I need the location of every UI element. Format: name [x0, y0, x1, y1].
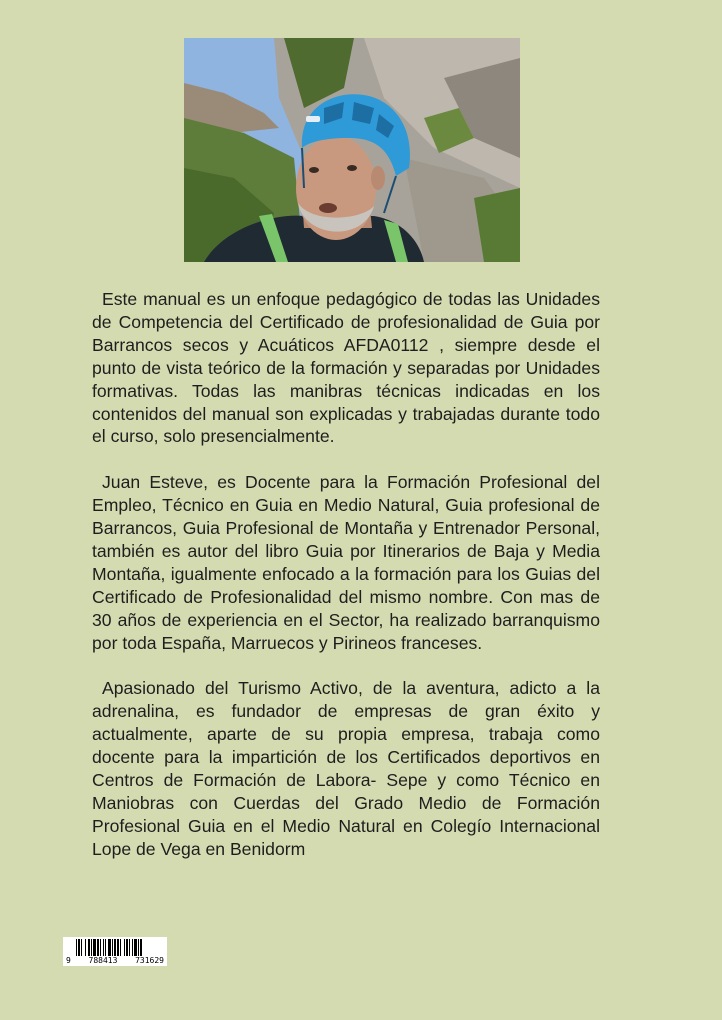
barcode-digits [66, 956, 164, 965]
paragraph-manual-description: Este manual es un enfoque pedagógico de todas las Unidades de Competencia del Certificado de profesionalidad de Guia por Barrancos secos y Acuáticos AFDA0112 , siempre desde el punto de vista teórico de la formación y separadas por Unidades formativas. Todas las manibras técnicas indicadas en los contenidos del manual son explicadas y trabajadas durante todo el curso, solo presencialmente. [92, 289, 600, 447]
barcode-left-group: 788413 [88, 956, 118, 965]
barcode-right-group: 731629 [135, 956, 164, 965]
barcode-bars [76, 939, 164, 956]
barcode-lead-digit: 9 [66, 956, 71, 965]
paragraph-author-bio: Juan Esteve, es Docente para la Formación Profesional del Empleo, Técnico en Guia en Medio Natural, Guia profesional de Barrancos, Guia Profesional de Montaña y Entrenador Personal, también es autor del libro Guia por Itinerarios de Baja y Media Montaña, igualmente enfocado a la formación para los Guias del Certificado de Profesionalidad del mismo nombre. Con mas de 30 años de experiencia en el Sector, ha realizado barranquismo por toda España, Marruecos y Pirineos franceses. [92, 472, 600, 653]
barcode-stripe [142, 939, 143, 956]
author-photo [184, 38, 520, 262]
cyclist-portrait-icon [184, 38, 520, 262]
isbn-barcode [63, 937, 167, 966]
back-cover-text [92, 288, 600, 884]
paragraph-author-career: Apasionado del Turismo Activo, de la aventura, adicto a la adrenalina, es fundador de empresas de gran éxito y actualmente, aparte de su propia empresa, trabaja como docente para la impartición de los Certificados deportivos en Centros de Formación de Labora- Sepe y como Técnico en Maniobras con Cuerdas del Grado Medio de Formación Profesional Guia en el Medio Natural en Colegío Internacional Lope de Vega en Benidorm [92, 678, 600, 859]
